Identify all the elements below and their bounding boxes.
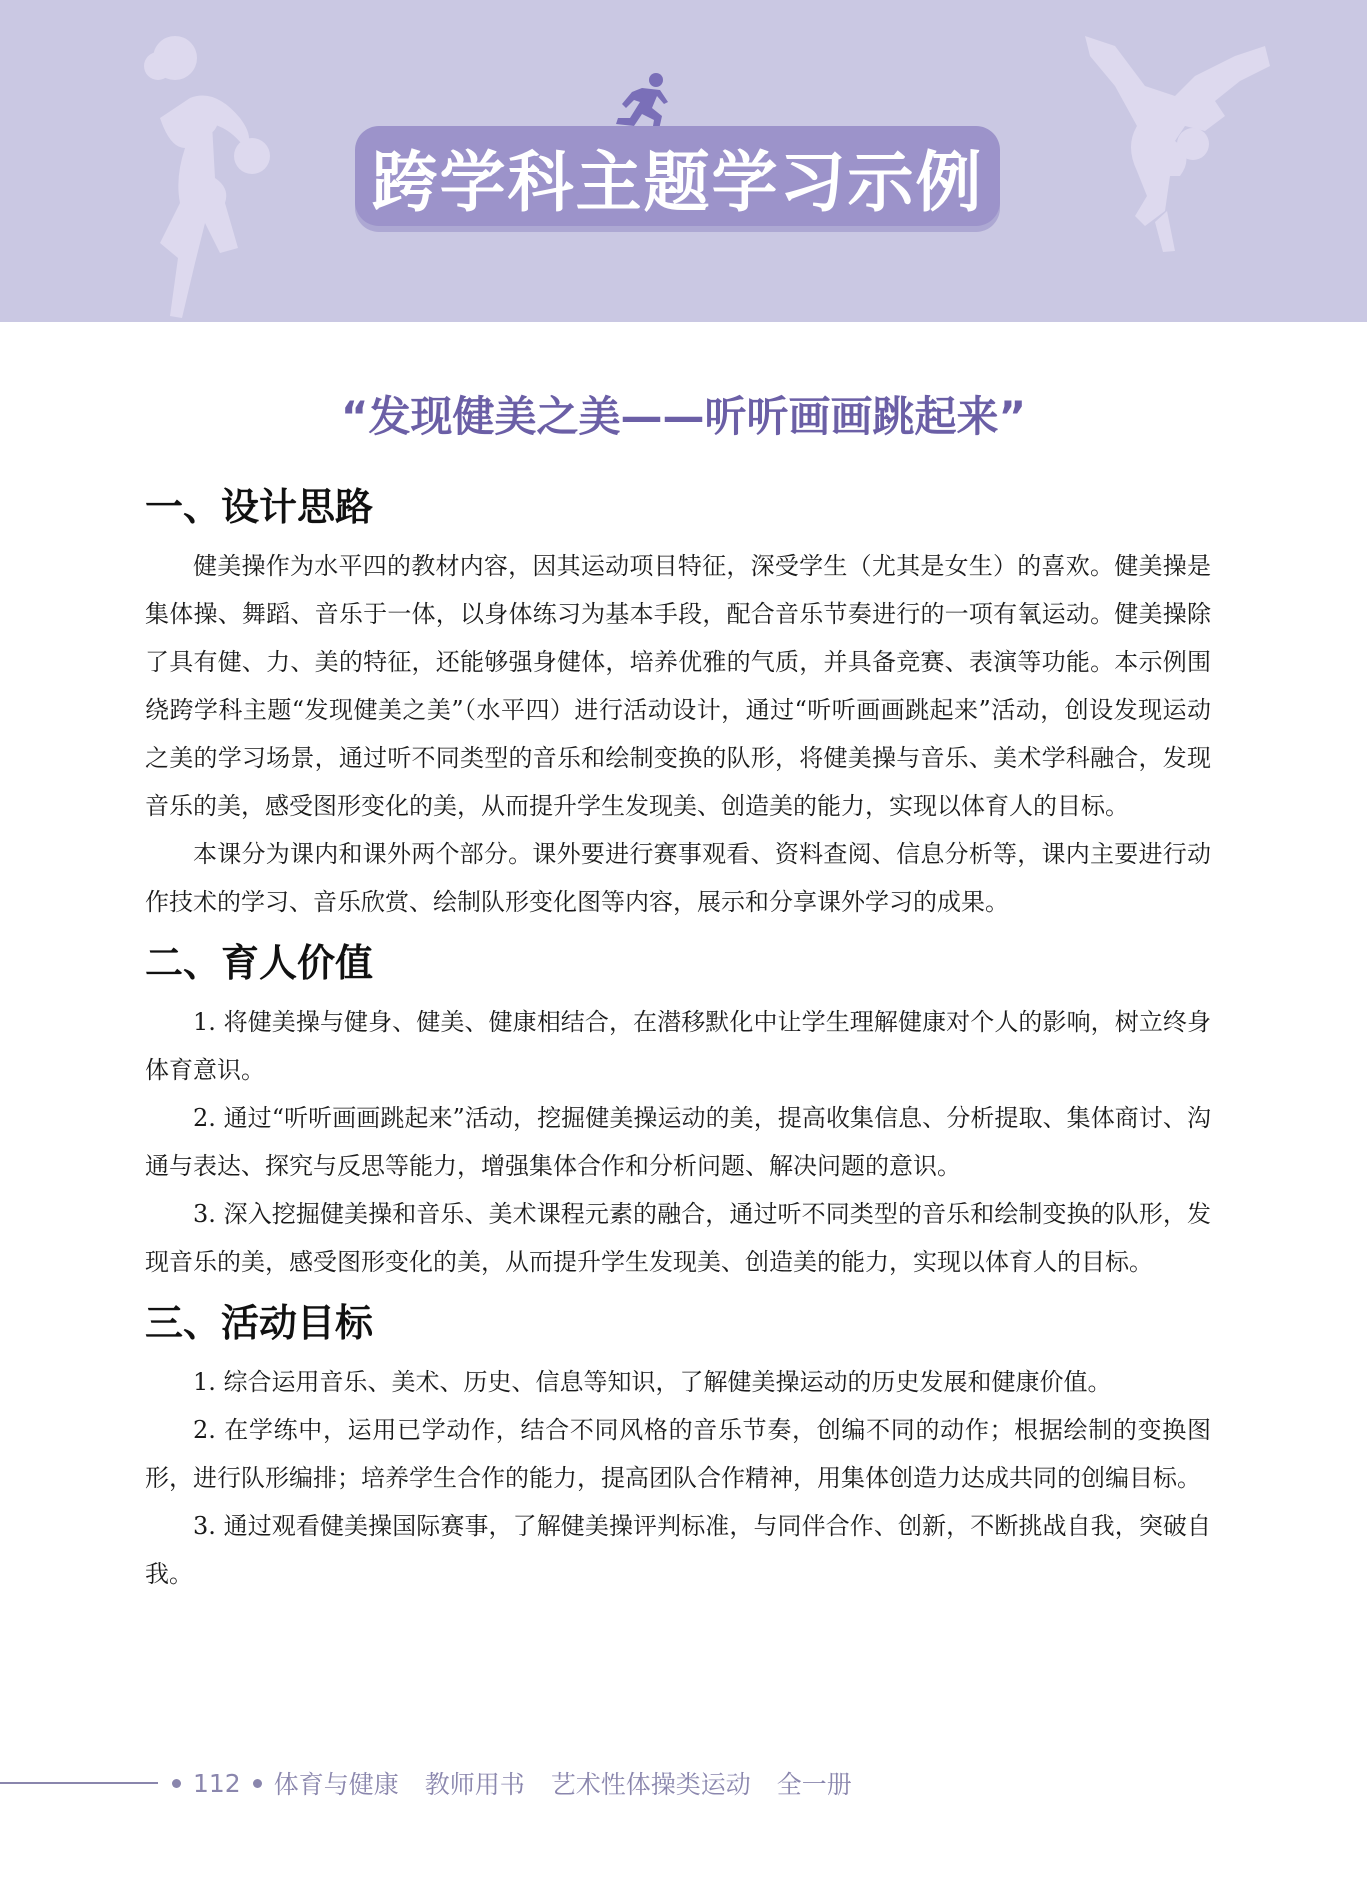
paragraph: 2. 通过“听听画画跳起来”活动，挖掘健美操运动的美，提高收集信息、分析提取、集体商讨、沟通与表达、探究与反思等能力，增强集体合作和分析问题、解决问题的意识。 <box>145 1104 1211 1180</box>
footer-type: 教师用书 <box>424 1770 525 1799</box>
footer-dot <box>172 1779 181 1788</box>
paragraph: 1. 将健美操与健身、健美、健康相结合，在潜移默化中让学生理解健康对个人的影响，树立终身体育意识。 <box>145 1008 1211 1084</box>
page-footer <box>0 1765 1367 1801</box>
footer-rule <box>0 1782 158 1784</box>
lesson-subtitle: “发现健美之美——听听画画跳起来” <box>340 392 1027 441</box>
cheerleader-silhouette-icon <box>120 28 280 318</box>
header-banner <box>0 0 1367 322</box>
section-heading: 三、活动目标 <box>145 1300 374 1345</box>
footer-edition: 全一册 <box>776 1770 852 1799</box>
paragraph: 本课分为课内和课外两个部分。课外要进行赛事观看、资料查阅、信息分析等，课内主要进行动作技术的学习、音乐欣赏、绘制队形变化图等内容，展示和分享课外学习的成果。 <box>145 840 1211 916</box>
paragraph: 健美操作为水平四的教材内容，因其运动项目特征，深受学生（尤其是女生）的喜欢。健美操是集体操、舞蹈、音乐于一体，以身体练习为基本手段，配合音乐节奏进行的一项有氧运动。健美操除了具有健、力、美的特征，还能够强身健体，培养优雅的气质，并具备竞赛、表演等功能。本示例围绕跨学科主题“发现健美之美”（水平四）进行活动设计，通过“听听画画跳起来”活动，创设发现运动之美的学习场景，通过听不同类型的音乐和绘制变换的队形，将健美操与音乐、美术学科融合，发现音乐的美，感受图形变化的美，从而提升学生发现美、创造美的能力，实现以体育人的目标。 <box>145 552 1211 820</box>
paragraph: 2. 在学练中，运用已学动作，结合不同风格的音乐节奏，创编不同的动作；根据绘制的变换图形，进行队形编排；培养学生合作的能力，提高团队合作精神，用集体创造力达成共同的创编目标。 <box>145 1416 1211 1492</box>
content-body <box>145 482 1211 1598</box>
paragraph: 3. 通过观看健美操国际赛事，了解健美操评判标准，与同伴合作、创新，不断挑战自我，突破自我。 <box>145 1512 1211 1588</box>
page-number: 112 <box>193 1768 241 1798</box>
section-heading: 二、育人价值 <box>145 940 374 985</box>
paragraph: 1. 综合运用音乐、美术、历史、信息等知识，了解健美操运动的历史发展和健康价值。 <box>193 1368 1112 1396</box>
footer-dot <box>253 1779 262 1788</box>
page-title: 跨学科主题学习示例 <box>371 143 984 221</box>
footer-topic: 艺术性体操类运动 <box>550 1770 751 1799</box>
paragraph: 3. 深入挖掘健美操和音乐、美术课程元素的融合，通过听不同类型的音乐和绘制变换的队形，发现音乐的美，感受图形变化的美，从而提升学生发现美、创造美的能力，实现以体育人的目标。 <box>145 1200 1211 1276</box>
page-title-pill <box>355 126 1000 226</box>
breakdancer-silhouette-icon <box>1075 26 1275 266</box>
footer-book: 体育与健康 <box>273 1770 399 1799</box>
section-heading: 一、设计思路 <box>145 484 374 529</box>
